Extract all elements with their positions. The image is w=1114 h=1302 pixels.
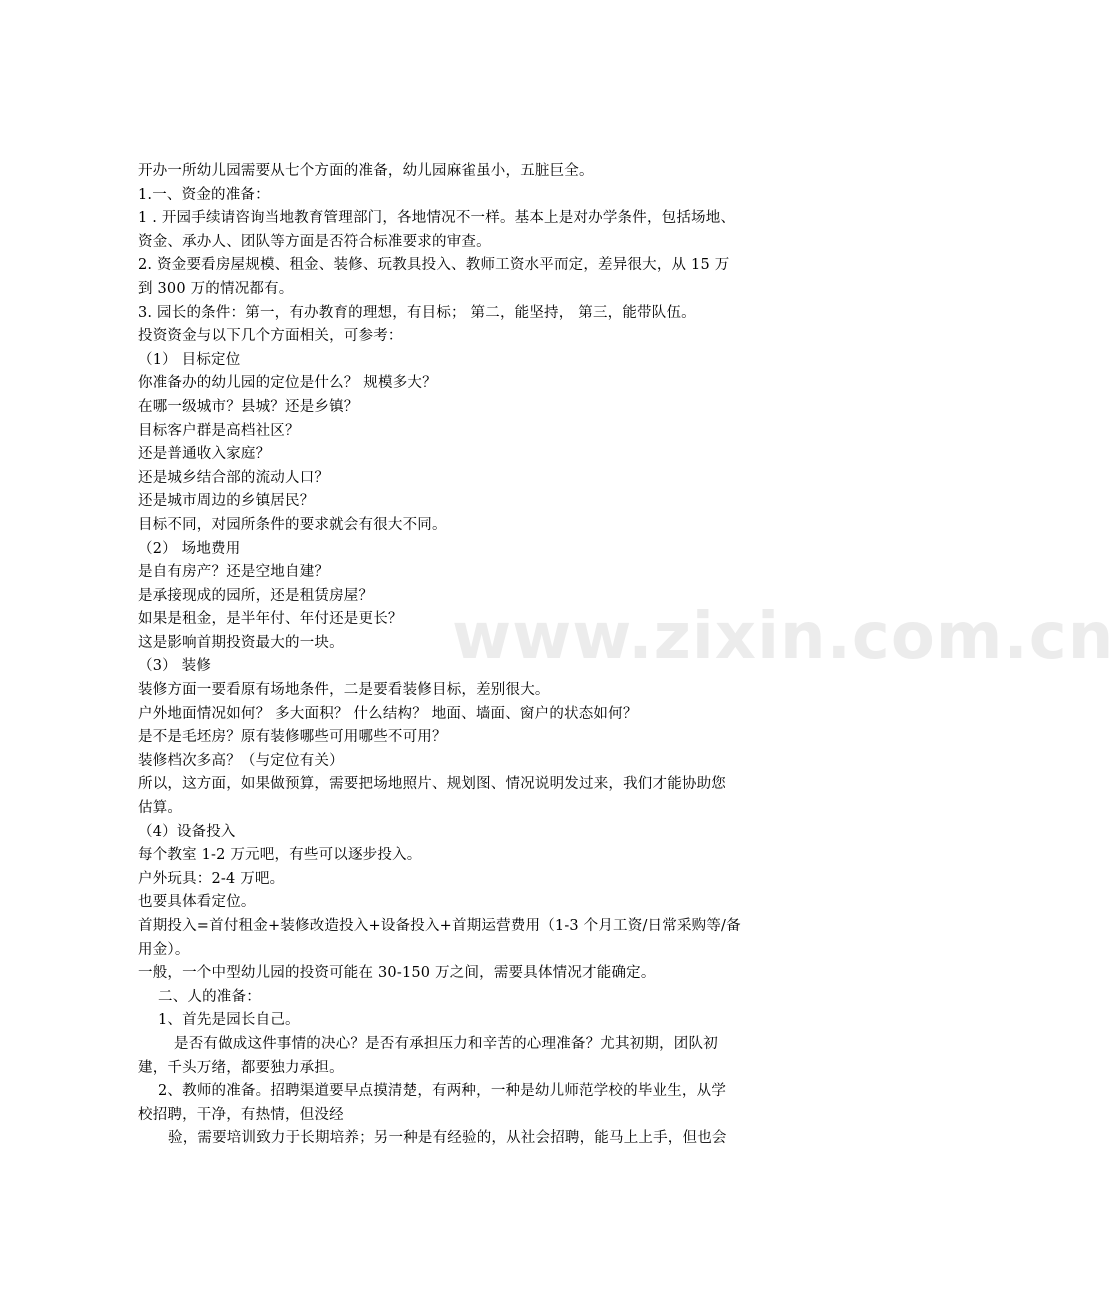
text-line: 如果是租金，是半年付、年付还是更长？ — [138, 611, 403, 628]
subsection-heading: （2） 场地费用 — [138, 540, 241, 557]
text-line: 也要具体看定位。 — [138, 894, 256, 911]
text-line: 还是城乡结合部的流动人口？ — [138, 469, 330, 486]
text-line: 目标不同，对园所条件的要求就会有很大不同。 — [138, 516, 447, 533]
text-line: 验，需要培训致力于长期培养；另一种是有经验的，从社会招聘，能马上上手，但也会 — [168, 1130, 727, 1147]
watermark: www.zixin.com.cn — [452, 600, 1114, 674]
text-line: 建，千头万绪，都要独力承担。 — [138, 1059, 344, 1076]
text-line: 装修方面一要看原有场地条件，二是要看装修目标，差别很大。 — [138, 682, 550, 699]
text-line: 首期投入=首付租金+装修改造投入+设备投入+首期运营费用（1-3 个月工资/日常采购等/备 — [138, 918, 741, 934]
section-heading: 二、人的准备： — [158, 988, 261, 1005]
section-heading: 1.一、资金的准备： — [138, 186, 270, 203]
text-line: 资金、承办人、团队等方面是否符合标准要求的审查。 — [138, 233, 491, 250]
text-line: 是否有做成这件事情的决心？是否有承担压力和辛苦的心理准备？尤其初期，团队初 — [174, 1035, 718, 1052]
text-line: 估算。 — [138, 800, 183, 817]
text-line: 开办一所幼儿园需要从七个方面的准备，幼儿园麻雀虽小，五脏巨全。 — [138, 163, 594, 179]
text-line: 所以，这方面，如果做预算，需要把场地照片、规划图、情况说明发过来，我们才能协助您 — [138, 776, 726, 793]
text-line: 户外地面情况如何？ 多大面积？ 什么结构？ 地面、墙面、窗户的状态如何？ — [138, 705, 638, 722]
text-line: 2、教师的准备。招聘渠道要早点摸清楚，有两种，一种是幼儿师范学校的毕业生，从学 — [158, 1083, 727, 1100]
text-line: 还是普通收入家庭？ — [138, 446, 271, 463]
text-line: 1、首先是园长自己。 — [158, 1012, 300, 1029]
text-line: 这是影响首期投资最大的一块。 — [138, 634, 344, 651]
text-line: 是承接现成的园所，还是租赁房屋？ — [138, 587, 374, 604]
subsection-heading: （3） 装修 — [138, 658, 212, 675]
text-line: 校招聘，干净，有热情，但没经 — [138, 1106, 344, 1123]
text-line: 投资资金与以下几个方面相关，可参考： — [138, 328, 403, 345]
text-line: 是自有房产？还是空地自建？ — [138, 564, 330, 581]
document-body — [138, 160, 793, 1151]
text-line: 户外玩具：2-4 万吧。 — [138, 870, 285, 887]
text-line: 3. 园长的条件：第一，有办教育的理想，有目标； 第二，能坚持， 第三，能带队伍。 — [138, 304, 696, 321]
text-line: 到 300 万的情况都有。 — [138, 280, 294, 297]
text-line: 每个教室 1-2 万元吧，有些可以逐步投入。 — [138, 847, 422, 864]
text-line: 1 . 开园手续请咨询当地教育管理部门，各地情况不一样。基本上是对办学条件，包括场地、 — [138, 210, 736, 227]
text-line: 2. 资金要看房屋规模、租金、装修、玩教具投入、教师工资水平而定，差异很大，从 15 万 — [138, 257, 730, 274]
text-line: 是不是毛坯房？原有装修哪些可用哪些不可用？ — [138, 729, 447, 746]
text-line: 一般，一个中型幼儿园的投资可能在 30-150 万之间，需要具体情况才能确定。 — [138, 965, 656, 982]
text-line: 你准备办的幼儿园的定位是什么？ 规模多大？ — [138, 375, 437, 392]
subsection-heading: （4）设备投入 — [138, 823, 236, 840]
subsection-heading: （1） 目标定位 — [138, 351, 241, 368]
text-line: 在哪一级城市？县城？还是乡镇？ — [138, 398, 359, 415]
text-line: 目标客户群是高档社区？ — [138, 422, 300, 439]
text-line: 还是城市周边的乡镇居民？ — [138, 493, 315, 510]
text-line: 装修档次多高？（与定位有关） — [138, 752, 344, 769]
text-line: 用金）。 — [138, 941, 190, 958]
